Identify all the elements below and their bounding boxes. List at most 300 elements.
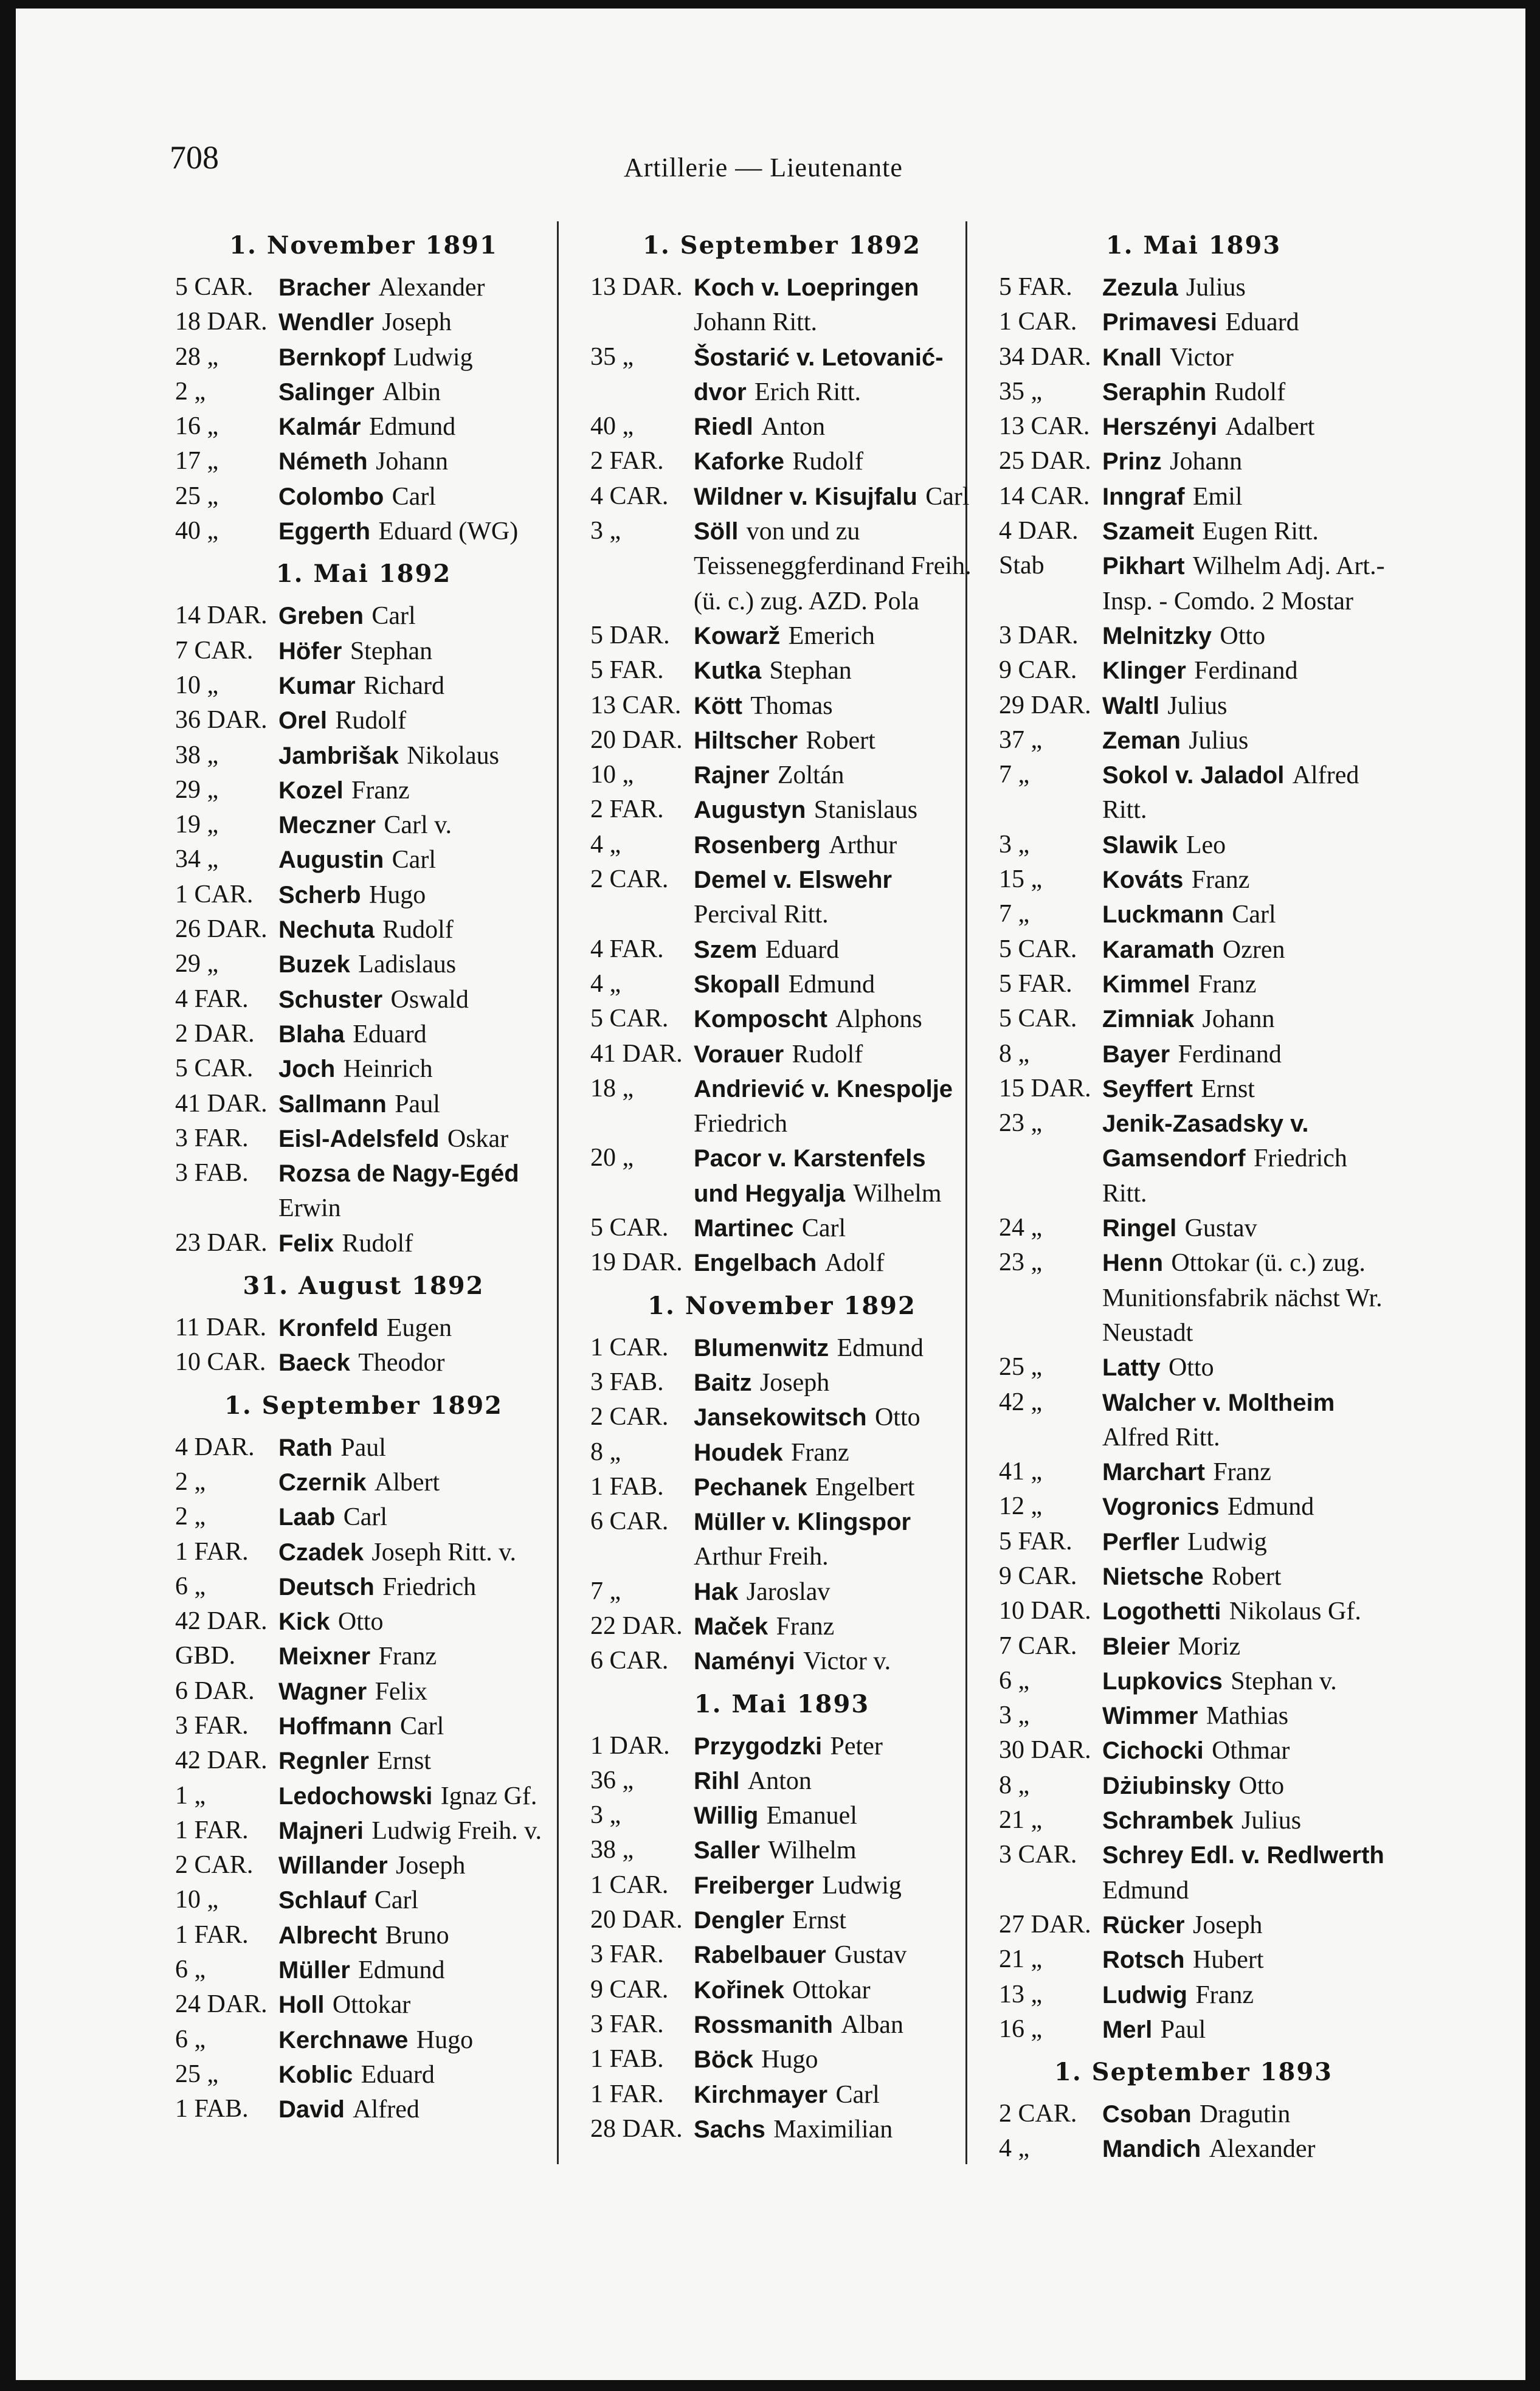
officer-entry bbox=[694, 1574, 973, 1609]
regiment-number: 11 DAR. bbox=[175, 1313, 267, 1342]
given-names: Eduard bbox=[1225, 308, 1299, 337]
list-item bbox=[590, 1868, 973, 1903]
regiment-number: 24 „ bbox=[999, 1214, 1043, 1242]
surname: Cichocki bbox=[1102, 1737, 1204, 1765]
surname: Kött bbox=[694, 692, 742, 719]
given-names: Johann Ritt. bbox=[694, 308, 818, 337]
surname: Knall bbox=[1102, 344, 1162, 371]
given-names: Anton bbox=[761, 413, 826, 441]
officer-entry bbox=[278, 1310, 552, 1345]
officer-entry bbox=[278, 1121, 552, 1156]
given-names: Anton bbox=[747, 1766, 812, 1795]
list-item bbox=[175, 842, 552, 877]
regiment-number: 12 „ bbox=[999, 1492, 1043, 1521]
section-heading: 1. September 1892 bbox=[643, 231, 921, 260]
officer-entry bbox=[278, 1743, 552, 1778]
list-item bbox=[999, 1594, 1388, 1628]
given-names: Wilhelm Adj. Art.-Insp. - Comdo. 2 Mostar bbox=[1102, 552, 1385, 615]
regiment-number: 7 „ bbox=[999, 900, 1030, 929]
officer-entry bbox=[278, 1987, 552, 2022]
list-item bbox=[175, 982, 552, 1017]
given-names: Carl bbox=[392, 846, 436, 874]
column-3 bbox=[999, 229, 1388, 2167]
list-item bbox=[175, 270, 552, 305]
list-item bbox=[999, 1629, 1388, 1664]
regiment-number: 5 CAR. bbox=[999, 935, 1077, 963]
regiment-number: 5 FAR. bbox=[999, 273, 1072, 301]
officer-entry bbox=[278, 1918, 552, 1953]
regiment-number: 3 DAR. bbox=[999, 621, 1079, 649]
regiment-number: 1 CAR. bbox=[175, 880, 254, 908]
surname: Bayer bbox=[1102, 1040, 1170, 1068]
regiment-number: 28 DAR. bbox=[590, 2114, 683, 2143]
given-names: Eduard bbox=[353, 1020, 427, 1048]
surname: Schrambek bbox=[1102, 1807, 1234, 1835]
given-names: Theodor bbox=[358, 1349, 445, 1377]
regiment-number: 4 FAR. bbox=[175, 984, 249, 1013]
given-names: Ottokar bbox=[792, 1976, 871, 2004]
surname: Ledochowski bbox=[278, 1782, 433, 1810]
surname: Kick bbox=[278, 1608, 330, 1636]
surname: Marchart bbox=[1102, 1459, 1205, 1486]
regiment-number: 34 „ bbox=[175, 845, 219, 874]
regiment-number: 25 DAR. bbox=[999, 447, 1091, 476]
officer-entry bbox=[278, 409, 552, 444]
given-names: Rudolf bbox=[792, 448, 863, 476]
given-names: Carl bbox=[1232, 901, 1276, 929]
regiment-number: 21 „ bbox=[999, 1806, 1043, 1835]
surname: Rabelbauer bbox=[694, 1942, 826, 1969]
officer-entry bbox=[278, 1226, 552, 1261]
regiment-number: 1 CAR. bbox=[999, 308, 1077, 336]
surname: Majneri bbox=[278, 1817, 364, 1844]
surname: Nechuta bbox=[278, 916, 375, 944]
list-item bbox=[590, 862, 973, 932]
list-item bbox=[175, 877, 552, 912]
given-names: Ottokar bbox=[332, 1991, 411, 2019]
regiment-number: 29 „ bbox=[175, 950, 219, 978]
officer-entry bbox=[694, 1037, 973, 1071]
officer-entry bbox=[278, 1674, 552, 1709]
given-names: Paul bbox=[395, 1090, 440, 1118]
regiment-number: 1 DAR. bbox=[590, 1731, 670, 1760]
given-names: Eugen Ritt. bbox=[1202, 517, 1319, 546]
surname: Czadek bbox=[278, 1538, 364, 1566]
given-names: Robert bbox=[1212, 1562, 1282, 1591]
surname: Seraphin bbox=[1102, 378, 1207, 406]
regiment-number: 8 „ bbox=[590, 1438, 621, 1466]
officer-entry bbox=[1102, 1455, 1388, 1489]
given-names: Hubert bbox=[1192, 1946, 1264, 1974]
surname: Melnitzky bbox=[1102, 622, 1212, 649]
regiment-number: 4 DAR. bbox=[175, 1433, 255, 1461]
surname: Jenik-Zasadsky v. Gamsendorf bbox=[1102, 1110, 1309, 1172]
list-item bbox=[999, 1838, 1388, 1908]
list-item bbox=[590, 2077, 973, 2112]
regiment-number: 42 „ bbox=[999, 1388, 1043, 1416]
surname: Söll bbox=[694, 518, 739, 545]
regiment-number: 9 CAR. bbox=[999, 1562, 1077, 1590]
surname: Ringel bbox=[1102, 1215, 1177, 1242]
list-item bbox=[590, 1435, 973, 1470]
given-names: Friedrich bbox=[694, 1110, 787, 1138]
regiment-number: 1 FAR. bbox=[175, 1816, 249, 1844]
given-names: Franz bbox=[776, 1612, 835, 1641]
given-names: Maximilian bbox=[773, 2115, 893, 2144]
regiment-number: 13 DAR. bbox=[590, 273, 683, 301]
surname: Augustin bbox=[278, 846, 384, 874]
surname: Blumenwitz bbox=[694, 1334, 829, 1362]
list-item bbox=[590, 1574, 973, 1609]
surname: Walcher v. Moltheim bbox=[1102, 1389, 1335, 1416]
list-item bbox=[590, 1763, 973, 1798]
given-names: Thomas bbox=[750, 691, 833, 720]
officer-entry bbox=[694, 1973, 973, 2007]
surname: Herszényi bbox=[1102, 413, 1217, 441]
list-item bbox=[175, 1500, 552, 1534]
surname: Kováts bbox=[1102, 867, 1184, 894]
regiment-number: 20 DAR. bbox=[590, 1906, 683, 1934]
surname: Henn bbox=[1102, 1250, 1163, 1277]
regiment-number: 2 „ bbox=[175, 1503, 206, 1531]
officer-entry bbox=[1102, 1106, 1388, 1211]
officer-entry bbox=[694, 1400, 973, 1434]
officer-entry bbox=[694, 1435, 973, 1470]
officer-entry bbox=[278, 1087, 552, 1121]
surname: Waltl bbox=[1102, 692, 1160, 719]
officer-entry bbox=[278, 340, 552, 375]
surname: Zeman bbox=[1102, 727, 1181, 754]
officer-entry bbox=[694, 1763, 973, 1798]
given-names: Rudolf bbox=[1214, 378, 1286, 406]
given-names: Friedrich Ritt. bbox=[1102, 1144, 1347, 1208]
regiment-number: 16 „ bbox=[175, 412, 219, 441]
surname: Németh bbox=[278, 448, 368, 476]
list-item bbox=[999, 1455, 1388, 1489]
regiment-number: 18 DAR. bbox=[175, 308, 268, 336]
surname: Freiberger bbox=[694, 1872, 814, 1899]
surname: Demel v. Elswehr bbox=[694, 867, 893, 894]
regiment-number: GBD. bbox=[175, 1642, 236, 1670]
surname: Wildner v. Kisujfalu bbox=[694, 483, 917, 510]
surname: Koblic bbox=[278, 2061, 353, 2088]
surname: Bracher bbox=[278, 274, 371, 301]
surname: Kaforke bbox=[694, 448, 784, 476]
given-names: Stephan bbox=[350, 637, 433, 665]
regiment-number: 20 „ bbox=[590, 1144, 634, 1172]
officer-entry bbox=[1102, 758, 1388, 828]
officer-entry bbox=[694, 723, 973, 758]
given-names: Rudolf bbox=[382, 916, 454, 944]
officer-entry bbox=[278, 1848, 552, 1883]
surname: Pacor v. Karstenfels und Hegyalja bbox=[694, 1145, 926, 1207]
given-names: Othmar bbox=[1212, 1737, 1290, 1765]
officer-entry bbox=[694, 1211, 973, 1245]
list-item bbox=[590, 1245, 973, 1280]
officer-entry bbox=[694, 653, 973, 688]
section-heading: 1. September 1892 bbox=[224, 1391, 503, 1420]
given-names: Franz bbox=[791, 1438, 849, 1467]
surname: Baeck bbox=[278, 1349, 350, 1377]
given-names: Edmund bbox=[368, 413, 456, 441]
list-item bbox=[590, 1071, 973, 1141]
officer-entry bbox=[1102, 1733, 1388, 1768]
regiment-number: 3 FAR. bbox=[590, 2010, 664, 2038]
surname: Kimmel bbox=[1102, 971, 1190, 998]
list-item bbox=[590, 932, 973, 967]
given-names: Erwin bbox=[278, 1194, 341, 1223]
list-item bbox=[999, 1664, 1388, 1698]
regiment-number: 15 „ bbox=[999, 865, 1043, 894]
regiment-number: 29 DAR. bbox=[999, 691, 1091, 719]
given-names: Ludwig bbox=[1187, 1528, 1267, 1556]
surname: Müller v. Klingspor bbox=[694, 1509, 911, 1536]
officer-entry bbox=[694, 1245, 973, 1280]
list-item bbox=[175, 1569, 552, 1604]
given-names: Carl bbox=[374, 1886, 419, 1915]
regiment-number: 10 „ bbox=[175, 671, 219, 699]
surname: Willig bbox=[694, 1802, 759, 1830]
officer-entry bbox=[278, 598, 552, 633]
regiment-number: 3 CAR. bbox=[999, 1841, 1077, 1869]
surname: Rossmanith bbox=[694, 2011, 833, 2038]
given-names: Franz bbox=[378, 1642, 437, 1671]
officer-entry bbox=[1102, 1594, 1388, 1628]
list-item bbox=[175, 634, 552, 668]
column-divider bbox=[557, 221, 559, 2164]
surname: Csoban bbox=[1102, 2101, 1192, 2128]
list-item bbox=[999, 653, 1388, 688]
given-names: Carl bbox=[400, 1712, 444, 1740]
list-item bbox=[175, 1310, 552, 1345]
surname: Eisl-Adelsfeld bbox=[278, 1125, 440, 1152]
given-names: Felix bbox=[375, 1677, 427, 1706]
officer-entry bbox=[694, 1365, 973, 1400]
officer-entry bbox=[694, 792, 973, 827]
surname: Merl bbox=[1102, 2016, 1153, 2043]
given-names: Ignaz Gf. bbox=[440, 1782, 537, 1810]
officer-entry bbox=[278, 305, 552, 339]
regiment-number: 6 CAR. bbox=[590, 1647, 669, 1675]
officer-entry bbox=[278, 444, 552, 479]
list-item bbox=[999, 688, 1388, 723]
officer-entry bbox=[1102, 479, 1388, 514]
officer-entry bbox=[1102, 1245, 1388, 1350]
surname: Albrecht bbox=[278, 1922, 378, 1949]
list-item bbox=[999, 723, 1388, 758]
regiment-number: 26 DAR. bbox=[175, 915, 268, 944]
surname: Koch v. Loepringen bbox=[694, 274, 919, 301]
officer-entry bbox=[278, 877, 552, 912]
regiment-number: 41 DAR. bbox=[590, 1039, 683, 1068]
officer-entry bbox=[278, 912, 552, 947]
regiment-number: 2 CAR. bbox=[175, 1851, 254, 1880]
officer-entry bbox=[694, 1798, 973, 1833]
list-item bbox=[999, 1106, 1388, 1211]
given-names: Nikolaus Gf. bbox=[1229, 1597, 1361, 1626]
section-heading: 1. Mai 1893 bbox=[694, 1689, 870, 1718]
given-names: Joseph bbox=[396, 1852, 466, 1880]
regiment-number: Stab bbox=[999, 552, 1045, 580]
regiment-number: 13 CAR. bbox=[999, 412, 1090, 441]
list-item bbox=[175, 1639, 552, 1673]
given-names: Ernst bbox=[377, 1747, 431, 1776]
regiment-number: 6 „ bbox=[175, 1956, 206, 1984]
given-names: Hugo bbox=[416, 2026, 474, 2054]
officer-entry bbox=[694, 479, 973, 514]
list-item bbox=[175, 1465, 552, 1500]
regiment-number: 3 FAR. bbox=[175, 1711, 249, 1740]
surname: Meczner bbox=[278, 812, 376, 839]
regiment-number: 35 „ bbox=[590, 342, 634, 371]
officer-entry bbox=[694, 2077, 973, 2112]
officer-entry bbox=[278, 668, 552, 703]
column-1 bbox=[175, 229, 552, 2127]
surname: Salinger bbox=[278, 378, 375, 406]
list-item bbox=[999, 1350, 1388, 1385]
surname: Slawik bbox=[1102, 831, 1178, 859]
officer-entry bbox=[1102, 932, 1388, 967]
given-names: Joseph Ritt. v. bbox=[371, 1538, 517, 1566]
regiment-number: 6 CAR. bbox=[590, 1507, 669, 1536]
officer-entry bbox=[1102, 305, 1388, 339]
list-item bbox=[175, 773, 552, 808]
officer-entry bbox=[694, 514, 973, 618]
regiment-number: 5 DAR. bbox=[590, 621, 670, 649]
given-names: Ernst bbox=[1201, 1074, 1255, 1103]
officer-entry bbox=[278, 270, 552, 305]
given-names: Ozren bbox=[1222, 935, 1285, 964]
given-names: Paul bbox=[340, 1433, 386, 1462]
officer-entry bbox=[694, 2007, 973, 2042]
officer-entry bbox=[1102, 1838, 1388, 1908]
regiment-number: 21 „ bbox=[999, 1945, 1043, 1974]
officer-entry bbox=[1102, 897, 1388, 932]
given-names: Alban bbox=[841, 2010, 903, 2039]
given-names: Dragutin bbox=[1200, 2100, 1291, 2129]
regiment-number: 5 FAR. bbox=[999, 1527, 1072, 1555]
officer-entry bbox=[1102, 1350, 1388, 1385]
list-item bbox=[590, 1365, 973, 1400]
given-names: Wilhelm bbox=[768, 1836, 857, 1865]
list-item bbox=[999, 758, 1388, 828]
given-names: Franz bbox=[1191, 866, 1250, 894]
regiment-number: 42 DAR. bbox=[175, 1607, 268, 1636]
officer-entry bbox=[694, 270, 973, 340]
given-names: Otto bbox=[1220, 621, 1266, 650]
given-names: Alfred Ritt. bbox=[1102, 1423, 1220, 1452]
regiment-number: 8 „ bbox=[999, 1039, 1030, 1068]
officer-entry bbox=[694, 1470, 973, 1504]
section-heading: 1. September 1893 bbox=[1054, 2058, 1333, 2087]
officer-entry bbox=[1102, 1559, 1388, 1594]
regiment-number: 23 DAR. bbox=[175, 1228, 268, 1257]
officer-entry bbox=[1102, 723, 1388, 758]
officer-entry bbox=[1102, 1629, 1388, 1664]
given-names: Ferdinand bbox=[1178, 1040, 1282, 1068]
officer-entry bbox=[694, 1903, 973, 1937]
surname: Riedl bbox=[694, 413, 753, 441]
regiment-number: 10 CAR. bbox=[175, 1348, 266, 1377]
list-item bbox=[175, 409, 552, 444]
regiment-number: 41 „ bbox=[999, 1458, 1043, 1486]
given-names: Joseph bbox=[382, 308, 452, 337]
given-names: Johann bbox=[1170, 448, 1243, 476]
officer-entry bbox=[278, 808, 552, 842]
officer-entry bbox=[278, 1345, 552, 1380]
given-names: Alfred bbox=[353, 2095, 420, 2124]
list-item bbox=[175, 1017, 552, 1051]
officer-entry bbox=[1102, 1489, 1388, 1524]
regiment-number: 5 CAR. bbox=[175, 1054, 254, 1083]
given-names: Hugo bbox=[368, 881, 426, 909]
given-names: Alexander bbox=[378, 274, 485, 302]
regiment-number: 34 DAR. bbox=[999, 342, 1091, 371]
given-names: Percival Ritt. bbox=[694, 901, 829, 929]
regiment-number: 4 „ bbox=[590, 969, 621, 998]
surname: Rozsa de Nagy-Egéd bbox=[278, 1160, 519, 1188]
list-item bbox=[175, 2057, 552, 2092]
given-names: Alphons bbox=[835, 1005, 922, 1034]
officer-entry bbox=[1102, 2012, 1388, 2047]
list-item bbox=[999, 305, 1388, 339]
regiment-number: 3 FAB. bbox=[590, 1368, 664, 1396]
regiment-number: 2 „ bbox=[175, 1467, 206, 1496]
list-item bbox=[175, 1918, 552, 1953]
surname: Dżiubinsky bbox=[1102, 1772, 1231, 1799]
officer-entry bbox=[278, 947, 552, 981]
given-names: Ludwig bbox=[393, 343, 473, 372]
surname: Sachs bbox=[694, 2116, 765, 2143]
surname: Perfler bbox=[1102, 1528, 1179, 1555]
surname: Vogronics bbox=[1102, 1493, 1220, 1521]
list-item bbox=[590, 1037, 973, 1071]
list-item bbox=[999, 2012, 1388, 2047]
surname: Kronfeld bbox=[278, 1315, 379, 1342]
list-item bbox=[175, 1674, 552, 1709]
regiment-number: 2 FAR. bbox=[590, 447, 664, 476]
regiment-number: 23 „ bbox=[999, 1109, 1043, 1138]
surname: Böck bbox=[694, 2046, 753, 2074]
surname: Kumar bbox=[278, 672, 356, 699]
list-item bbox=[590, 409, 973, 444]
surname: Hiltscher bbox=[694, 727, 798, 754]
given-names: Carl bbox=[371, 602, 416, 631]
regiment-number: 25 „ bbox=[175, 482, 219, 510]
surname: Nietsche bbox=[1102, 1563, 1204, 1590]
officer-entry bbox=[278, 1709, 552, 1743]
officer-entry bbox=[1102, 514, 1388, 548]
given-names: Stephan v. bbox=[1231, 1667, 1337, 1695]
officer-entry bbox=[694, 1868, 973, 1903]
regiment-number: 19 DAR. bbox=[590, 1248, 683, 1277]
officer-entry bbox=[1102, 1071, 1388, 1106]
officer-entry bbox=[278, 1465, 552, 1500]
officer-entry bbox=[1102, 967, 1388, 1002]
surname: Primavesi bbox=[1102, 309, 1218, 336]
officer-entry bbox=[278, 1569, 552, 1604]
surname: Kutka bbox=[694, 657, 762, 685]
list-item bbox=[175, 912, 552, 947]
list-item bbox=[175, 1121, 552, 1156]
surname: Engelbach bbox=[694, 1250, 817, 1277]
given-names: Carl bbox=[392, 482, 436, 511]
regiment-number: 10 „ bbox=[590, 761, 634, 789]
regiment-number: 24 DAR. bbox=[175, 1990, 268, 2019]
surname: Latty bbox=[1102, 1354, 1161, 1382]
given-names: Paul bbox=[1160, 2015, 1206, 2044]
surname: Przygodzki bbox=[694, 1732, 823, 1760]
